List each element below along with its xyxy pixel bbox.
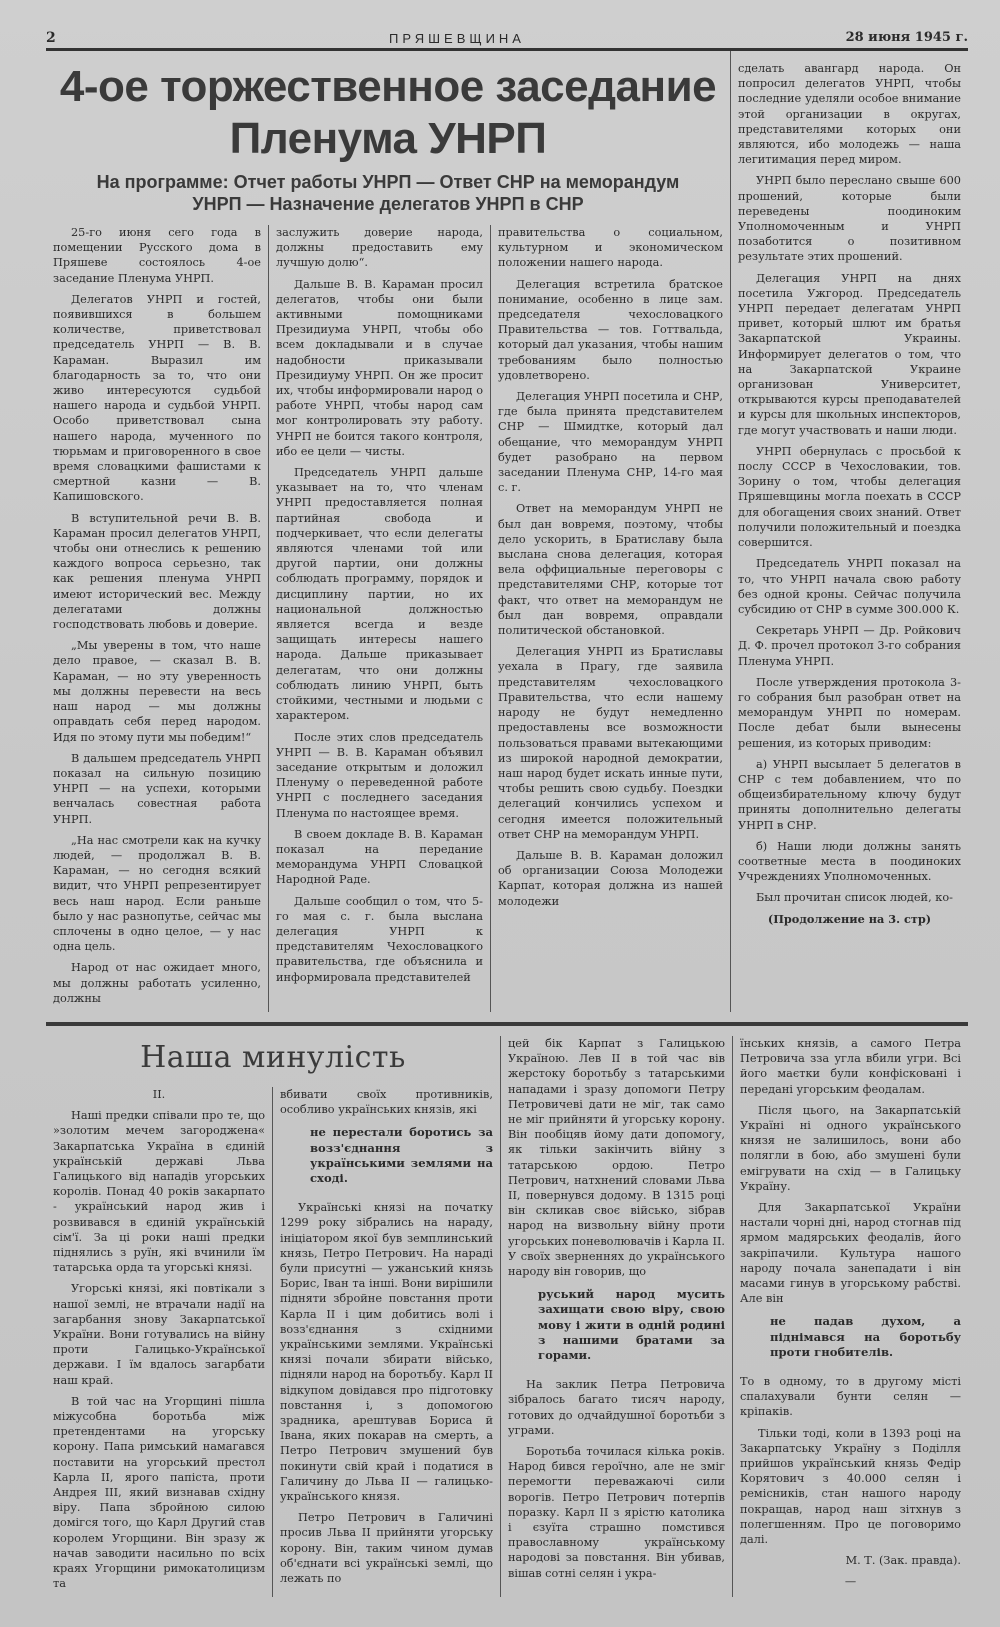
- paragraph: Делегация УНРП на днях посетила Ужгород. Председатель УНРП передает делегатам УНРП привет, который шлют им братья Закарпатской Украины. Информирует делегатов о том, что на Закарпатской Украине организован Университет, открываются курсы преподавателей и курсы для школьных инспекторов, где могут участвовать и наши люди.: [738, 271, 961, 437]
- paragraph: В своем докладе В. В. Караман показал на передание меморандума УНРП Словацкой Народной Раде.: [276, 827, 483, 887]
- article1-column-3: [490, 225, 730, 1012]
- highlighted-quote: не падав духом, а піднімався на боротьбу проти гнобителів.: [770, 1314, 961, 1359]
- page-number: 2: [46, 30, 56, 46]
- article1-column-2: [268, 225, 490, 1012]
- paragraph: а) УНРП высылает 5 делегатов в СНР с тем добавлением, что по общеизбирательному ключу будут приняты дополнительно делегаты УНРП в СНР.: [738, 757, 961, 832]
- article1-headline: [46, 51, 730, 165]
- paragraph: їнських князів, а самого Петра Петровича зза угла вбили угри. Всі його маєтки були конфісковані і передані угорським феодалам.: [740, 1036, 961, 1096]
- paragraph: цей бік Карпат з Галицькою Україною. Лев II в той час вів жерстоку боротьбу з татарськими нападами і зразу допомоги Петру Петровичеві дати не міг, так само не міг прийняти й угорську корону. Він пообіцяв йому дати допомогу, як тільки закінчить війну з татарською ордою. Петро Петрович, натхнений словами Льва II, повернувся додому. В 1315 році він скликав своє військо, зібрав народ на визвольну війну проти угорських поневолювачів і Карла II. У своїх зверненнях до українського народу він говорив, що: [508, 1036, 725, 1278]
- paragraph: УНРП обернулась с просьбой к послу СССР в Чехословакии, тов. Зорину о том, чтобы делегация Пряшевщины могла поехать в СССР для обогащения своих знаний. Ответ получили положительный и поездка совершится.: [738, 444, 961, 550]
- paragraph: Петро Петрович в Галичині просив Льва II прийняти угорську корону. Він, таким чином думав об'єднати всі українські землі, що лежать по: [280, 1511, 493, 1586]
- paragraph: На заклик Петра Петровича зібралось багато тисяч народу, готових до одчайдушної боротьби з уграми.: [508, 1378, 725, 1437]
- paragraph: Ответ на меморандум УНРП не был дан вовремя, поэтому, чтобы дело ускорить, в Братиславу была выслана снова делегация, которая вела оффициальные переговоры с представителями СНР, которые тот факт, что ответ на меморандум не был дан вовремя, оправдали политической обстановкой.: [498, 502, 723, 638]
- subheadline-line-2: УНРП — Назначение делегатов УНРП в СНР: [192, 194, 584, 214]
- newspaper-name: ПРЯШЕВЩИНА: [389, 31, 525, 46]
- paragraph: Делегация УНРП из Братиславы уехала в Прагу, где заявила представителям чехословацкого Правительства, что если нашему народу не будут немедленно предоставлены все возможности пользоваться правами вытекающими из широкой народной демократии, наш народ будет искать инные пути, чтобы решить свою судьбу. Поездки делегаций кончились успехом и сегодня имеется положительный ответ СНР на меморандум УНРП.: [498, 645, 723, 841]
- article2-column-1: [46, 1087, 272, 1598]
- paragraph: УНРП было переслано свыше 600 прошений, которые были переведены поодиноким Уполномоченным и УНРП позаботится о позитивном результате этих прошений.: [738, 174, 961, 264]
- article2-left: [46, 1036, 500, 1598]
- issue-date: 28 июня 1945 г.: [845, 30, 968, 45]
- paragraph: Народ от нас ожидает много, мы должны работать усиленно, должны: [53, 961, 261, 1005]
- continuation-note: (Продолжение на 3. стр): [767, 911, 932, 926]
- paragraph: б) Наши люди должны занять соответные места в поодиноких Учреждениях Уполномоченных.: [738, 839, 961, 884]
- paragraph: „На нас смотрели как на кучку людей, — продолжал В. В. Караман, — но сегодня всякий видит, что УНРП репрезентирует весь наш народ. Если раньше было у нас разнопутье, сейчас мы сплочены в одно целое, — у нас одна цель.: [53, 833, 261, 954]
- paragraph: То в одному, то в другому місті спалахували бунти селян — кріпаків.: [740, 1375, 961, 1419]
- paragraph: Після цього, на Закарпатській Україні ні одного українського князя не залишилось, вони або полягли в бою, або змушені були емігрувати на схід — в Галицьку Україну.: [740, 1103, 961, 1193]
- highlighted-quote: не перестали боротись за возз'єднання з українськими землями на сході.: [310, 1125, 493, 1185]
- article1-column-1: [46, 225, 268, 1012]
- article1-column-4: [730, 51, 968, 1012]
- masthead: [46, 28, 968, 48]
- paragraph: После утверждения протокола 3-го собрания был разобран ответ на меморандум УНРП по номерам. После дебат были вынесены решения, из которых приводим:: [738, 675, 961, 750]
- paragraph: В той час на Угорщині пішла міжусобна боротьба між претендентами на угорську корону. Папа римський намагався поставити на угорський престол Карла II, ярого папіста, проти Андрея III, який визнавав східну віру. Папа збройною силою домігся того, що Карл Другий став королем Угорщини. Він зразу ж начав заводити насильно по всіх краях Угорщини римокатолицизм та: [53, 1394, 265, 1591]
- paragraph: Угорські князі, які повтікали з нашої землі, не втрачали надії на загарбання знову Закарпатської України. Вони готувались на війну проти Галицько-Української держави. І їм вдалось загарбати наш край.: [53, 1282, 265, 1387]
- article2-column-3: [500, 1036, 732, 1598]
- paragraph: Наші предки співали про те, що »золотим мечем загороджена« Закарпатська Україна в єдиній українській державі Льва Галицького від нападів угорських королів. Понад 40 років закарпато - український народ жив і розвивався в єдиній українській сім'ї. За ці роки наші предки піднялись з руїн, які вчинили їм татарська орда та угорські князі.: [53, 1109, 265, 1275]
- paragraph: сделать авангард народа. Он попросил делегатов УНРП, чтобы последние уделяли особое внимание этой организации в округах, представителями которых они являются, ибо молодежь — наша легитимация перед миром.: [738, 62, 961, 167]
- article2-column-2: [272, 1087, 500, 1598]
- paragraph: Председатель УНРП дальше указывает на то, что членам УНРП предоставляется полная партийная свобода и подчеркивает, что если делегаты являются членами той или другой партии, они должны соблюдать программу, порядок и дисциплину партии, но их национальной должностью является всегда и везде защищать интересы нашего народа. Дальше приказывает делегатам, что они должны соблюдать линию УНРП, быть стойкими, честными и людьми с характером.: [276, 466, 483, 723]
- article2-left-columns: [46, 1087, 500, 1598]
- section-rule: [46, 1022, 968, 1026]
- article2-title: Наша минулість: [140, 1039, 406, 1075]
- article2: [46, 1036, 968, 1598]
- highlighted-quote: руський народ мусить захищати свою віру, свою мову і жити в одній родині з нашими братами за горами.: [538, 1287, 725, 1363]
- paragraph: Был прочитан список людей, ко-: [756, 891, 953, 905]
- paragraph: В дальшем председатель УНРП показал на сильную позицию УНРП — на успехи, которыми венчалась совестная работа УНРП.: [53, 751, 261, 826]
- article1: [46, 51, 968, 1012]
- paragraph: Тільки тоді, коли в 1393 році на Закарпатську Україну з Поділля прийшов український князь Федір Корятович з 40.000 селян і ремісників, стан нашого народу покращав, народ наш зітхнув з полегшенням. Про це поговоримо далі.: [740, 1426, 961, 1547]
- article1-columns: [46, 225, 730, 1012]
- paragraph: Дальше В. В. Караман просил делегатов, чтобы они были активными помощниками Президиума УНРП, чтобы обо всем докладывали и в случае надобности приказывали Президиуму УНРП. Он же просит их, чтобы информировали народ о работе УНРП, чтобы народ сам мог контролировать эту работу. УНРП не боится такого контроля, ибо ее цели — чисты.: [276, 277, 483, 458]
- paragraph: В вступительной речи В. В. Караман просил делегатов УНРП, чтобы они отнеслись к решению каждого вопроса серьезно, так как решения пленума УНРП имеют исторический вес. Между делегатами должны господствовать любовь и доверие.: [53, 511, 261, 632]
- author-signature: М. Т. (Зак. правда).: [845, 1554, 961, 1568]
- article2-part-number: II.: [152, 1087, 166, 1101]
- article1-subheadline: [46, 171, 730, 215]
- paragraph: Делегация УНРП посетила и СНР, где была принята представителем СНР — Шмидтке, который дал обещание, что меморандум УНРП будет разобрано на первом заседании Пленума СНР, 14-го мая с. г.: [498, 390, 723, 495]
- paragraph: Для Закарпатської України настали чорні дні, народ стогнав під ярмом мадярських феодалів, його закріпачили. Культура нашого народу почала занепадати і він масами гинув в угорському рабстві. Але він: [740, 1200, 961, 1306]
- paragraph: Дальше В. В. Караман доложил об организации Союза Молодежи Карпат, которая должна из нашей молодежи: [498, 848, 723, 908]
- paragraph: После этих слов председатель УНРП — В. В. Караман объявил заседание открытым и доложил Пленуму о переведенной работе УНРП с последнего заседания Пленума по настоящее время.: [276, 730, 483, 820]
- article1-main: [46, 51, 730, 1012]
- paragraph: Дальше сообщил о том, что 5-го мая с. г. была выслана делегация УНРП к представителям Чехословацкого правительства, где объяснила и информировала представителей: [276, 894, 483, 984]
- paragraph: Українські князі на початку 1299 року зібрались на нараду, ініціатором якої був земплинський князь, Петро Петрович. На нараді були присутні — ужанський князь Борис, Іван та інші. Вони вирішили підняти збройне повстання проти Карла II і цим добитись волі і возз'єднання з східними українськими землями. Українські князі почали збирати військо, підняли народ на боротьбу. Карл II відкупом довідався про підготовку повстання і, з допомогою зрадника, арештував Бориса й Івана, яких покарав на смерть, а Петро Петрович змушений був покинути свій край і податися в Галичину до Льва II — галицько-українського князя.: [280, 1201, 493, 1504]
- paragraph: Секретарь УНРП — Др. Ройкович Д. Ф. прочел протокол 3-го собрания Пленума УНРП.: [738, 624, 961, 668]
- paragraph: Делегация встретила братское понимание, особенно в лице зам. председателя чехословацкого Правительства — тов. Готтвальда, который дал указания, чтобы нашим требованиям было полностью удовлетворено.: [498, 277, 723, 382]
- paragraph: Председатель УНРП показал на то, что УНРП начала свою работу без одной кроны. Сейчас получила субсидию от СНР в сумме 300.000 К.: [738, 557, 961, 616]
- paragraph: Боротьба точилася кілька років. Народ бився героїчно, але не зміг перемогти переважаючі сили ворогів. Петро Петрович потерпів поразку. Карл II з ярістю католика і єзуїта страшно помстився православному українському народові за повстання. Він убивав, вішав сотні селян і укра-: [508, 1445, 725, 1580]
- paragraph: вбивати своїх противників, особливо українських князів, які: [280, 1087, 493, 1117]
- paragraph: правительства о социальном, культурном и экономическом положении нашего народа.: [498, 226, 723, 270]
- paragraph: 25-го июня сего года в помещении Русского дома в Пряшеве состоялось 4-ое заседание Пленума УНРП.: [53, 226, 261, 285]
- paragraph: заслужить доверие народа, должны предоставить ему лучшую долю“.: [276, 226, 483, 270]
- end-mark: —: [844, 1575, 857, 1589]
- headline-line-2: Пленума УНРП: [229, 114, 547, 163]
- subheadline-line-1: На программе: Отчет работы УНРП — Ответ СНР на меморандум: [96, 172, 680, 192]
- article2-column-4: [732, 1036, 968, 1598]
- paragraph: Делегатов УНРП и гостей, появившихся в большем количестве, приветствовал председатель УНРП — В. В. Караман. Выразил им благодарность за то, что они живо интересуются судьбой нашего народа и судьбой УНРП. Особо приветствовал сына нашего народа, мученного по тюрьмам и приговоренного в свое время словацкими фашистами к смертной казни — В. Капишовского.: [53, 292, 261, 504]
- headline-line-1: 4-ое торжественное заседание: [59, 62, 717, 111]
- paragraph: „Мы уверены в том, что наше дело правое, — сказал В. В. Караман, — но эту уверенность мы должны перевести на весь наш народ — мы должны оправдать себя перед народом. Идя по этому пути мы победим!“: [53, 639, 261, 744]
